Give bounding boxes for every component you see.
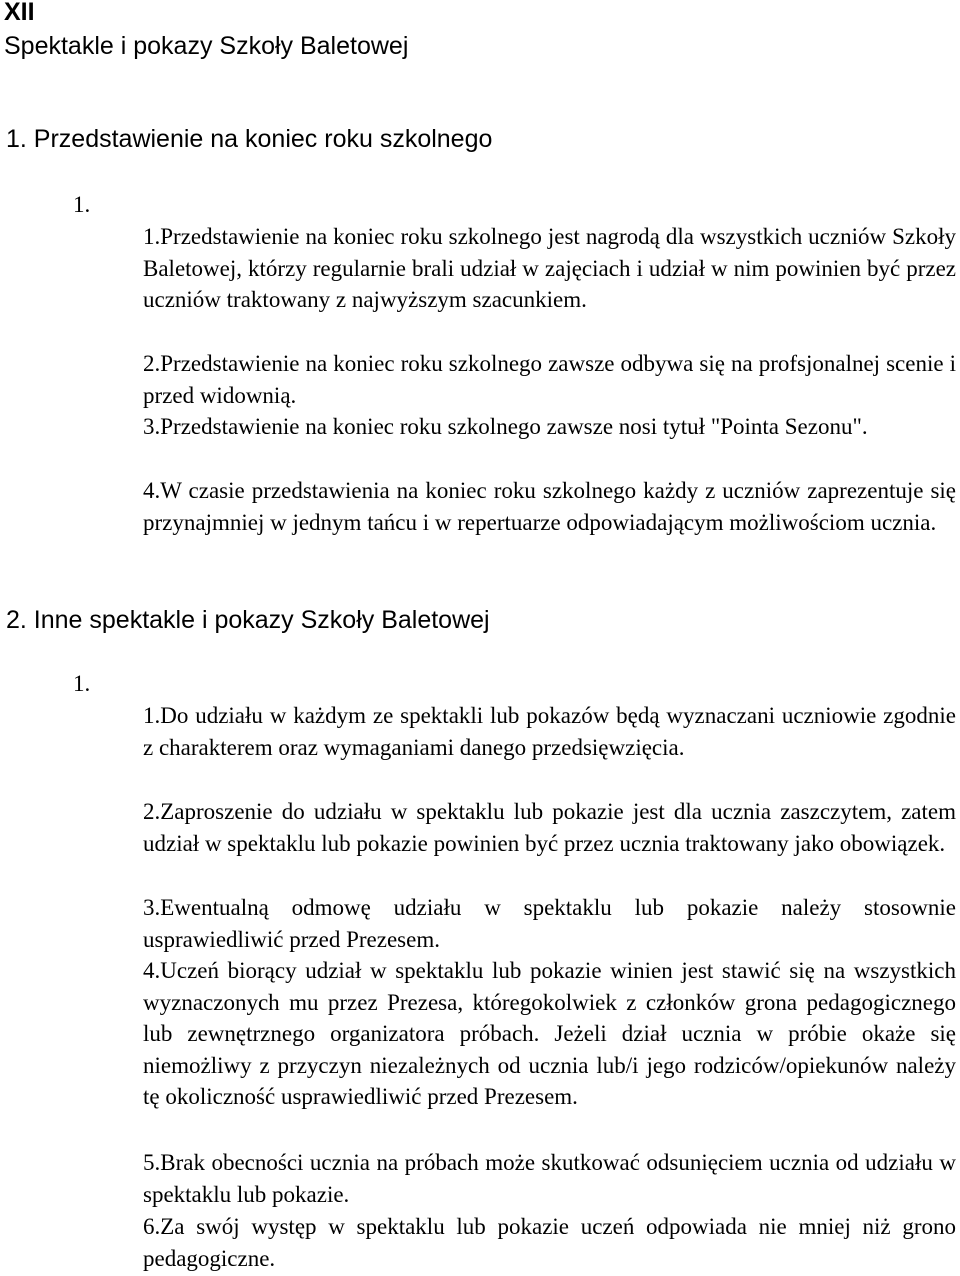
section-2-item-1: 1.Do udziału w każdym ze spektakli lub pokazów będą wyznaczani uczniowie zgodnie z charakterem oraz wymaganiami danego przedsięwzięcia. [143, 703, 956, 760]
section-1-item-1: 1.Przedstawienie na koniec roku szkolnego jest nagrodą dla wszystkich uczniów Szkoły Baletowej, którzy regularnie brali udział w zajęciach i udział w nim powinien być przez uczniów traktowany z najwyższym szacunkiem. [143, 224, 956, 313]
section-2-item-3: 3.Ewentualną odmowę udziału w spektaklu lub pokazie należy stosownie usprawiedliwić przed Prezesem. [143, 895, 956, 952]
section-heading-2: 2. Inne spektakle i pokazy Szkoły Baletowej [6, 606, 490, 634]
section-2-list-label: 1. [73, 671, 91, 696]
chapter-title: Spektakle i pokazy Szkoły Baletowej [4, 32, 409, 60]
section-2-item-2: 2.Zaproszenie do udziału w spektaklu lub pokazie jest dla ucznia zaszczytem, zatem udział w spektaklu lub pokazie powinien być przez ucznia traktowany jako obowiązek. [143, 799, 956, 856]
section-1-item-3: 3.Przedstawienie na koniec roku szkolnego zawsze nosi tytuł "Pointa Sezonu". [143, 414, 868, 439]
section-heading-1: 1. Przedstawienie na koniec roku szkolnego [6, 125, 493, 153]
section-2-item-5: 5.Brak obecności ucznia na próbach może skutkować odsunięciem ucznia od udziału w spektaklu lub pokazie. [143, 1150, 956, 1207]
section-1-item-4: 4.W czasie przedstawienia na koniec roku szkolnego każdy z uczniów zaprezentuje się przynajmniej w jednym tańcu i w repertuarze odpowiadającym możliwościom ucznia. [143, 478, 956, 535]
section-2-item-6: 6.Za swój występ w spektaklu lub pokazie uczeń odpowiada nie mniej niż grono pedagogiczne. [143, 1214, 956, 1271]
chapter-number: XII [4, 0, 35, 26]
section-2-item-4: 4.Uczeń biorący udział w spektaklu lub pokazie winien jest stawić się na wszystkich wyznaczonych mu przez Prezesa, któregokolwiek z członków grona pedagogicznego lub zewnętrznego organizatora próbach. Jeżeli dział ucznia w próbie okaże się niemożliwy z przyczyn niezależnych od ucznia lub/i jego rodziców/opiekunów należy tę okoliczność usprawiedliwić przed Prezesem. [143, 958, 956, 1110]
section-1-list-label: 1. [73, 192, 91, 217]
section-1-item-2: 2.Przedstawienie na koniec roku szkolnego zawsze odbywa się na profsjonalnej scenie i przed widownią. [143, 351, 956, 408]
